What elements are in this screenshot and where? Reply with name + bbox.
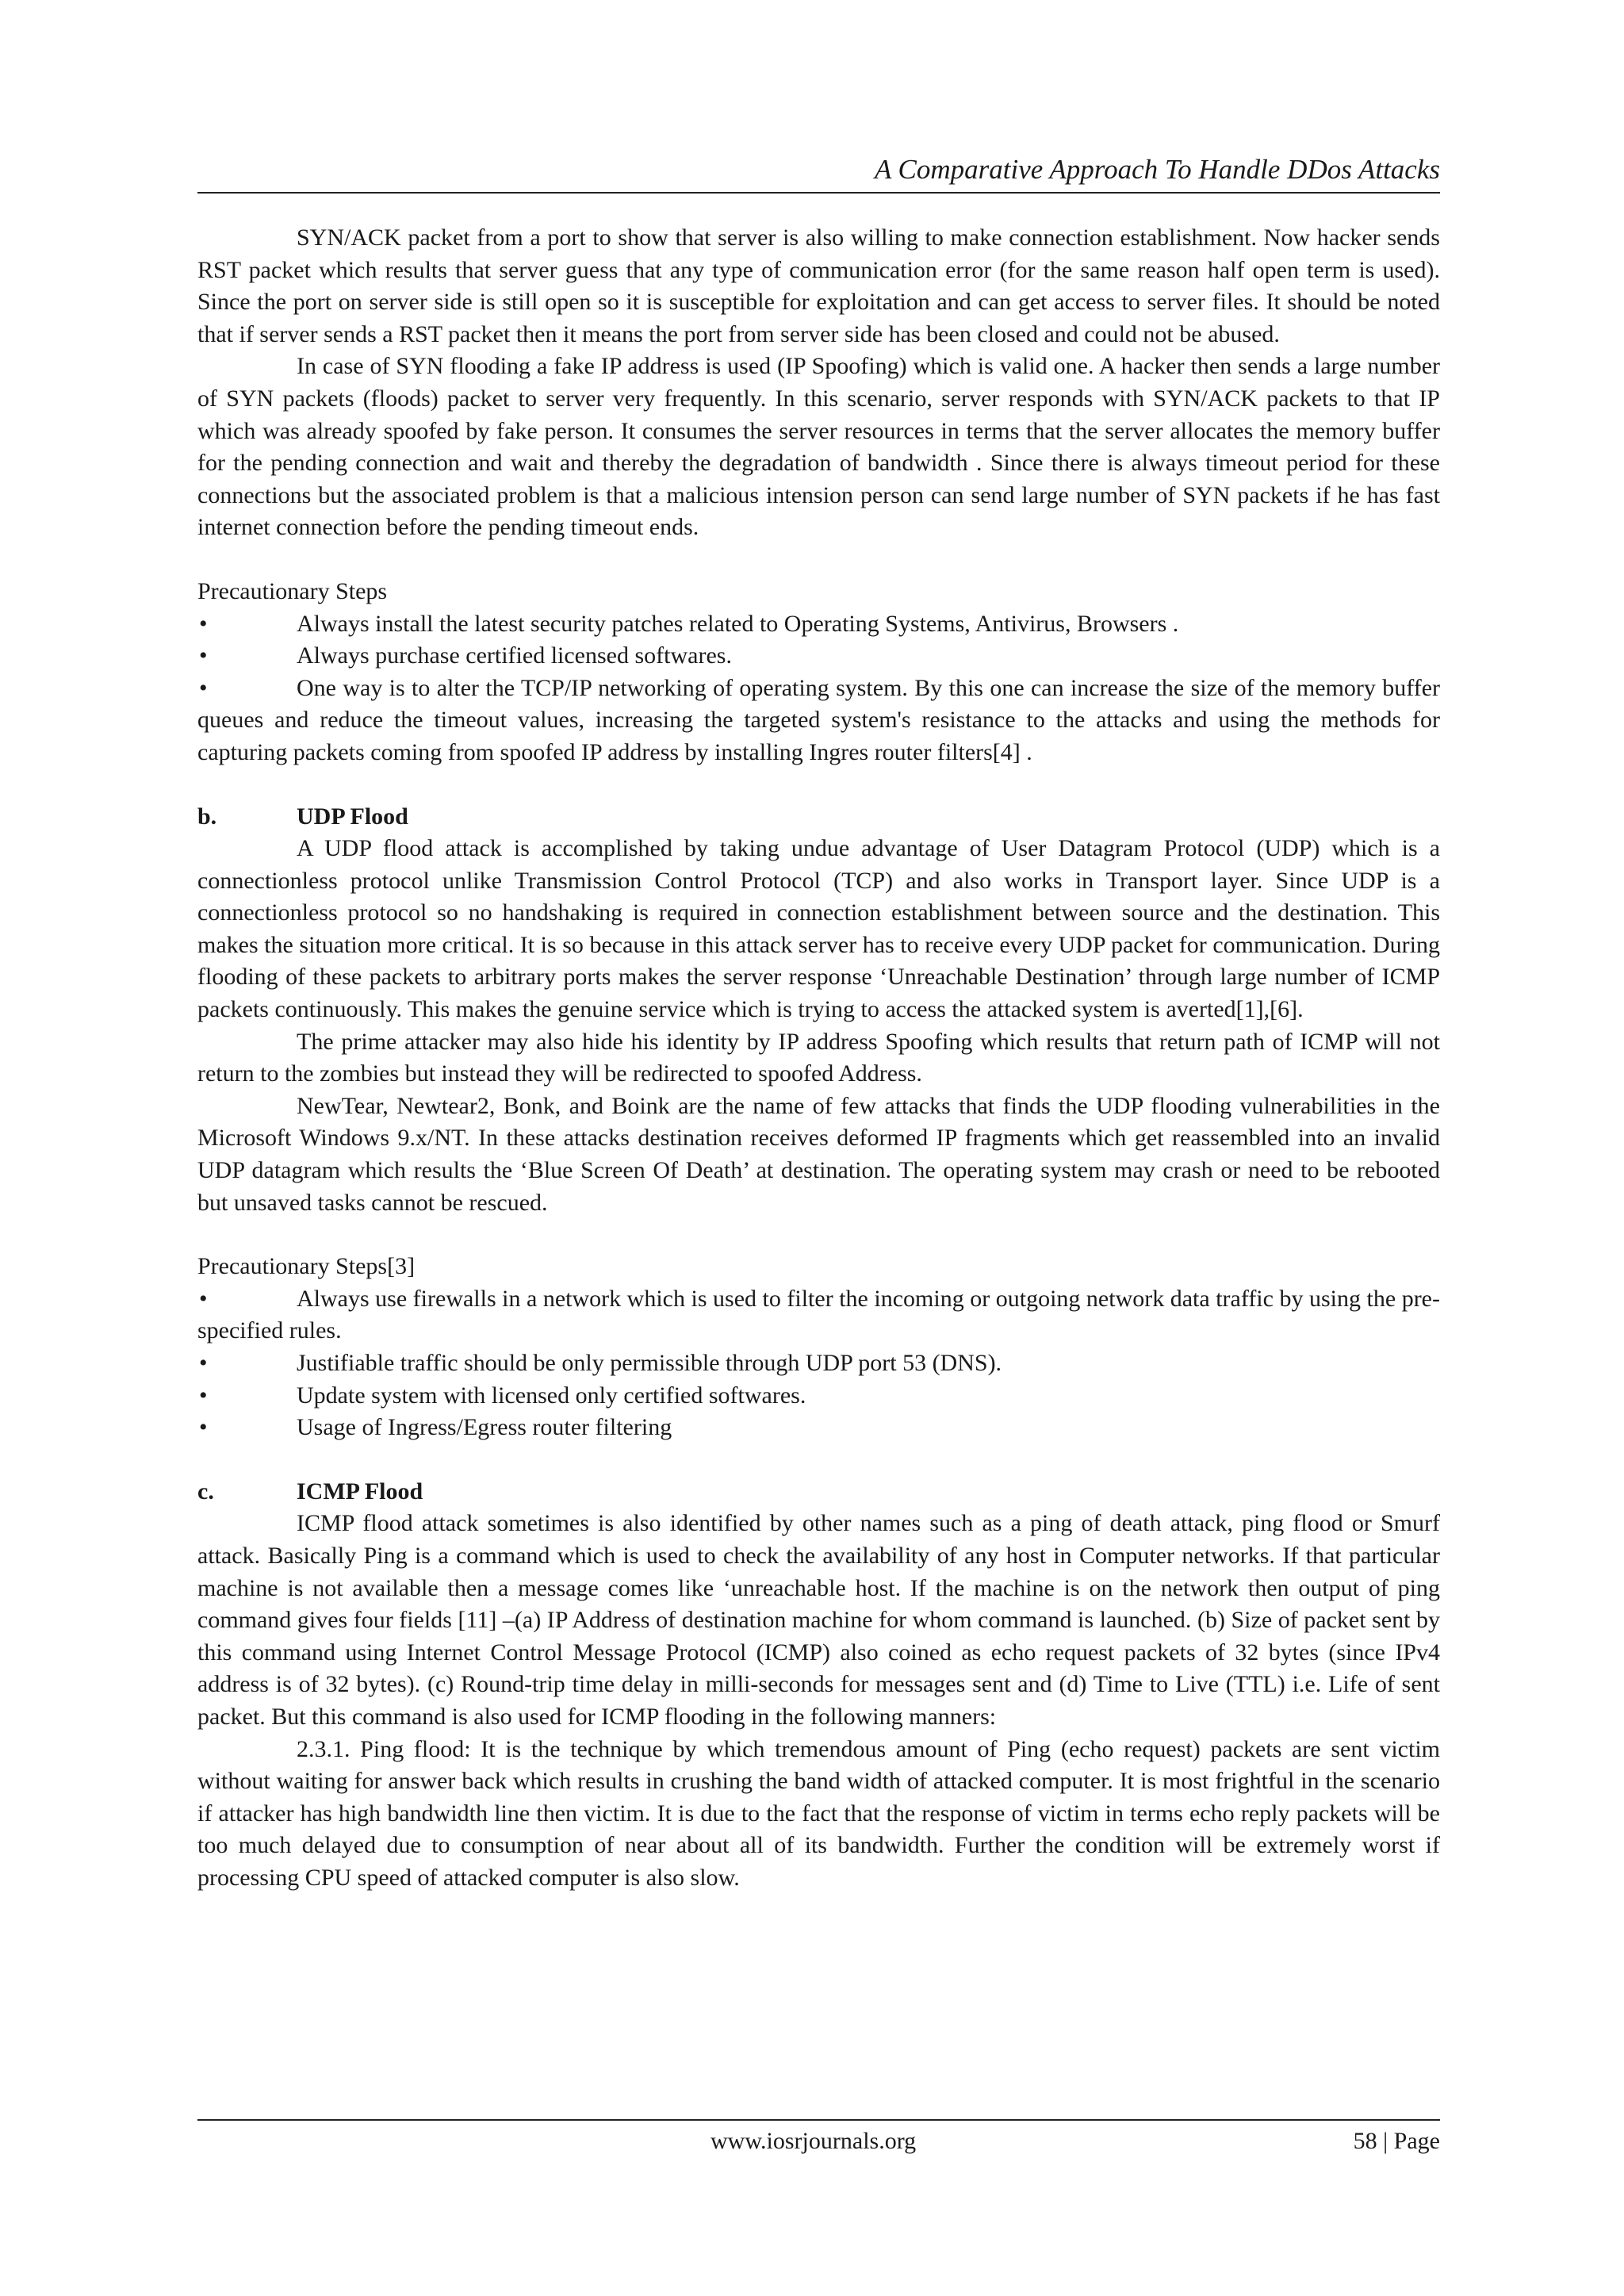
section-letter: b. [197, 803, 217, 830]
precautionary-steps-list-2 [197, 1283, 1440, 1444]
precautionary-steps-list [197, 608, 1440, 769]
list-item: • Update system with licensed only certified softwares. [197, 1380, 1440, 1412]
icmp-paragraph-1: ICMP flood attack sometimes is also identified by other names such as a ping of death attack, ping flood or Smurf attack. Basically Ping is a command which is used to check the availability of any host in Computer networks. If that particular machine is not available then a message comes like ‘unreachable host. If the machine is on the network then output of ping command gives four fields [11] –(a) IP Address of destination machine for whom command is launched. (b) Size of packet sent by this command using Internet Control Message Protocol (ICMP) also coined as echo request packets of 32 bytes (since IPv4 address is of 32 bytes). (c) Round-trip time delay in milli-seconds for messages sent and (d) Time to Live (TTL) i.e. Life of sent packet. But this command is also used for ICMP flooding in the following manners: [197, 1510, 1440, 1730]
page-content [197, 151, 1440, 1895]
list-item: • Usage of Ingress/Egress router filtering [197, 1412, 1440, 1444]
icmp-paragraph-2: 2.3.1. Ping flood: It is the technique by which tremendous amount of Ping (echo request) packets are sent victim without waiting for answer back which results in crushing the band width of attacked computer. It is most frightful in the scenario if attacker has high bandwidth line then victim. It is due to the fact that the response of victim in terms echo reply packets will be too much delayed due to consumption of near about all of its bandwidth. Further the condition will be extremely worst if processing CPU speed of attacked computer is also slow. [197, 1735, 1440, 1891]
page-footer [197, 2119, 1440, 2154]
udp-paragraph-2: The prime attacker may also hide his identity by IP address Spoofing which results that return path of ICMP will not return to the zombies but instead they will be redirected to spoofed Address. [197, 1028, 1440, 1087]
list-item: • Always purchase certified licensed softwares. [197, 640, 1440, 673]
footer-page-number: 58 | Page [1353, 2128, 1440, 2154]
footer-website: www.iosrjournals.org [710, 2128, 917, 2154]
syn-paragraph-2: In case of SYN flooding a fake IP address is used (IP Spoofing) which is valid one. A hacker then sends a large number of SYN packets (floods) packet to server very frequently. In this scenario, server responds with SYN/ACK packets to that IP which was already spoofed by fake person. It consumes the server resources in terms that the server allocates the memory buffer for the pending connection and wait and thereby the degradation of bandwidth . Since there is always timeout period for these connections but the associated problem is that a malicious intension person can send large number of SYN packets if he has fast internet connection before the pending timeout ends. [197, 353, 1440, 541]
list-item: • One way is to alter the TCP/IP networking of operating system. By this one can increase the size of the memory buffer queues and reduce the timeout values, increasing the targeted system's resistance to the attacks and using the methods for capturing packets coming from spoofed IP address by installing Ingres router filters[4] . [197, 673, 1440, 769]
section-title: ICMP Flood [297, 1478, 423, 1504]
udp-paragraph-1: A UDP flood attack is accomplished by taking undue advantage of User Datagram Protocol (UDP) which is a connectionless protocol unlike Transmission Control Protocol (TCP) and also works in Transport layer. Since UDP is a connectionless protocol so no handshaking is required in connection establishment between source and the destination. This makes the situation more critical. It is so because in this attack server has to receive every UDP packet for communication. During flooding of these packets to arbitrary ports makes the server response ‘Unreachable Destination’ through large number of ICMP packets continuously. This makes the genuine service which is trying to access the attacked system is averted[1],[6]. [197, 835, 1440, 1023]
precautionary-steps-heading: Precautionary Steps [197, 577, 388, 604]
list-item: • Justifiable traffic should be only permissible through UDP port 53 (DNS). [197, 1347, 1440, 1380]
section-letter: c. [197, 1478, 214, 1504]
list-item: • Always use firewalls in a network which is used to filter the incoming or outgoing network data traffic by using the pre-specified rules. [197, 1283, 1440, 1347]
icmp-flood-heading [197, 1476, 1440, 1508]
section-title: UDP Flood [297, 803, 408, 830]
running-header-title: A Comparative Approach To Handle DDos Attacks [197, 151, 1440, 194]
precautionary-steps-heading-2: Precautionary Steps[3] [197, 1253, 416, 1280]
udp-paragraph-3: NewTear, Newtear2, Bonk, and Boink are the name of few attacks that finds the UDP flooding vulnerabilities in the Microsoft Windows 9.x/NT. In these attacks destination receives deformed IP fragments which get reassembled into an invalid UDP datagram which results the ‘Blue Screen Of Death’ at destination. The operating system may crash or need to be rebooted but unsaved tasks cannot be rescued. [197, 1092, 1440, 1216]
udp-flood-heading [197, 801, 1440, 834]
article-body [197, 222, 1440, 1895]
syn-paragraph-1: SYN/ACK packet from a port to show that server is also willing to make connection establishment. Now hacker sends RST packet which results that server guess that any type of communication error (for the same reason half open term is used). Since the port on server side is still open so it is susceptible for exploitation and can get access to server files. It should be noted that if server sends a RST packet then it means the port from server side has been closed and could not be abused. [197, 224, 1440, 347]
list-item: • Always install the latest security patches related to Operating Systems, Antivirus, Browsers . [197, 608, 1440, 641]
